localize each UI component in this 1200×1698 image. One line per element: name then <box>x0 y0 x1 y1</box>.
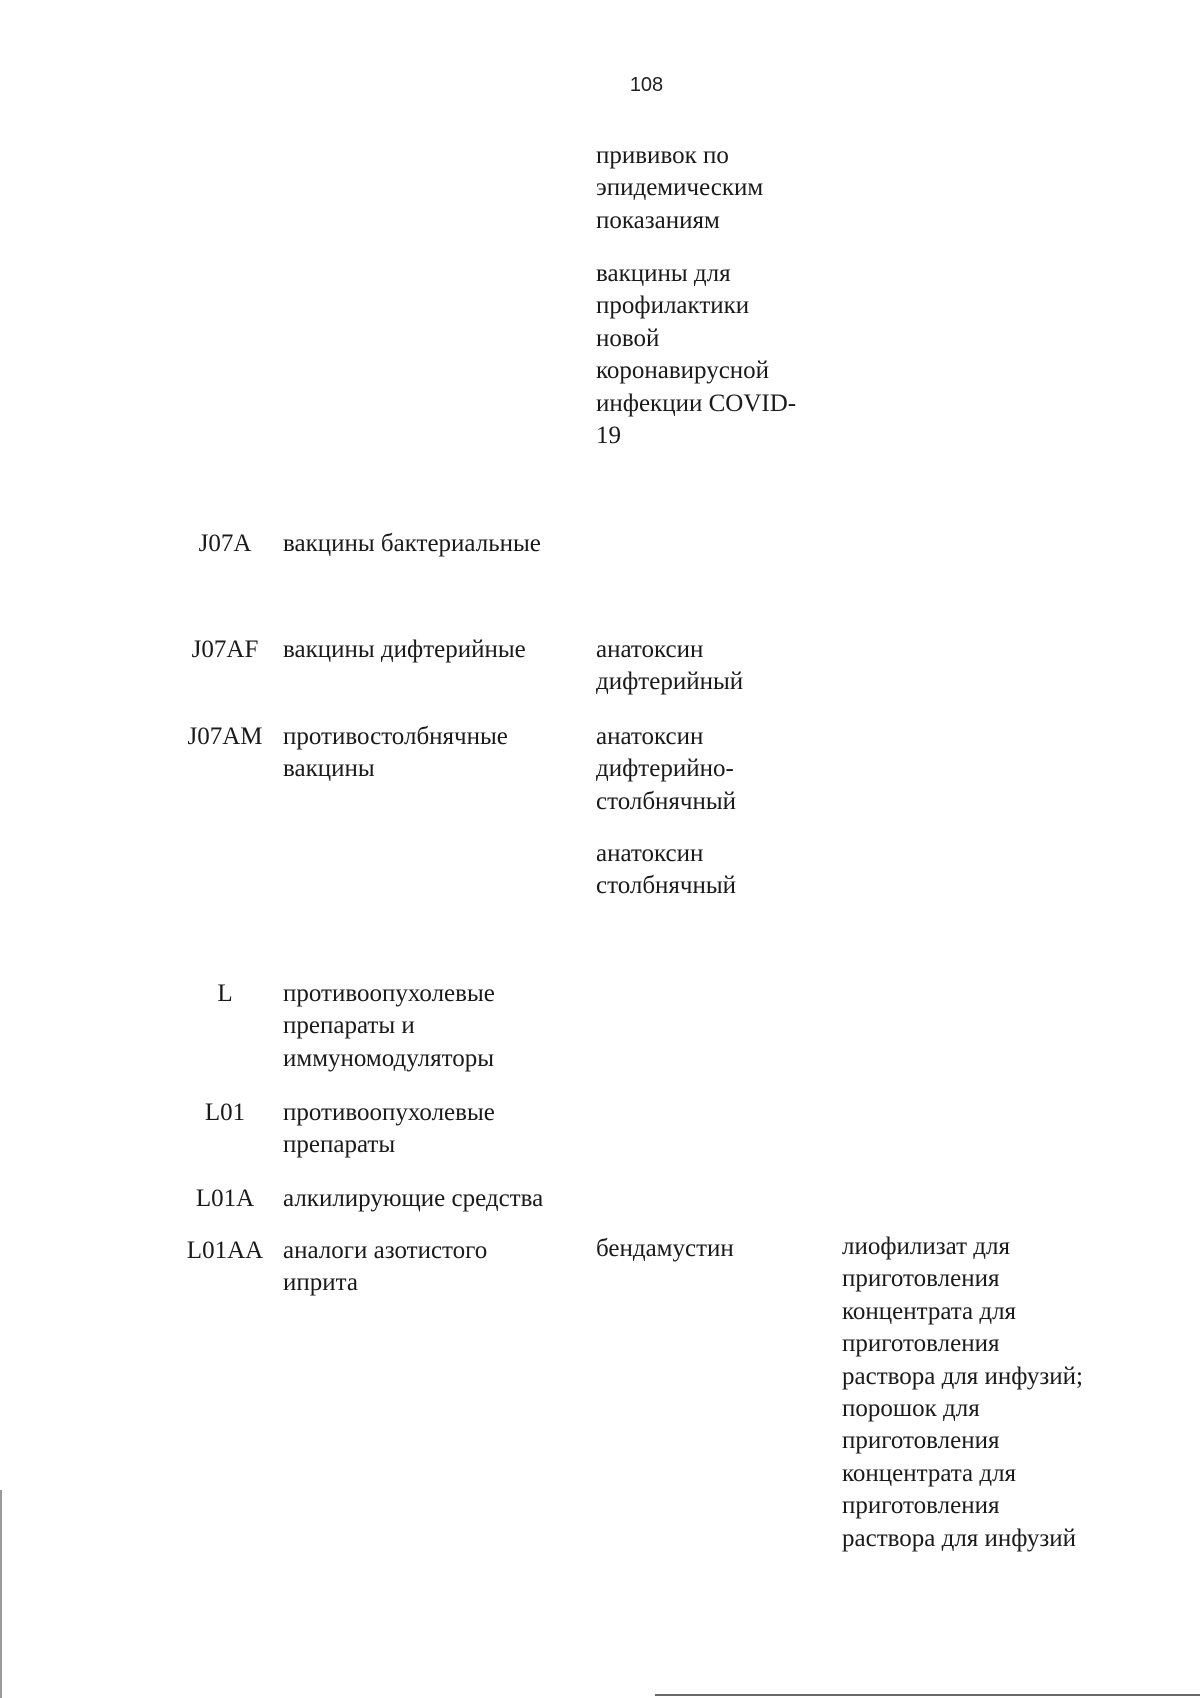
dosage-form-l01aa: лиофилизат для приготовления концентрата для приготовления раствора для инфузий; порошок для приготовления концентрата для приготовления раствора для инфузий <box>842 1233 1083 1552</box>
atc-code-j07af: J07AF <box>191 636 259 663</box>
drug-name-j07am-1: анатоксин дифтерийно- столбнячный <box>596 723 737 815</box>
group-name-l01: противоопухолевые препараты <box>283 1099 495 1159</box>
drug-name-j07af-1: анатоксин дифтерийный <box>596 636 744 696</box>
group-name-j07am: противостолбнячные вакцины <box>283 723 508 783</box>
atc-code-l01aa: L01AA <box>186 1237 264 1264</box>
atc-code-j07am: J07AM <box>187 723 263 750</box>
page-number: 108 <box>629 74 664 96</box>
group-name-j07af: вакцины дифтерийные <box>283 636 526 663</box>
drug-cell-continuation-2: вакцины для профилактики новой коронавирусной инфекции COVID- 19 <box>596 260 797 450</box>
group-name-j07a: вакцины бактериальные <box>283 530 541 557</box>
group-name-l: противоопухолевые препараты и иммуномодуляторы <box>283 980 495 1072</box>
group-name-l01aa: аналоги азотистого иприта <box>283 1237 488 1297</box>
scan-edge-line-bottom <box>655 1694 1200 1696</box>
drug-name-l01aa-1: бендамустин <box>596 1235 734 1262</box>
group-name-l01a: алкилирующие средства <box>283 1185 544 1212</box>
atc-code-l01a: L01A <box>195 1185 255 1212</box>
atc-code-j07a: J07A <box>198 530 252 557</box>
scan-edge-line <box>0 1490 2 1698</box>
atc-code-l: L <box>217 980 233 1007</box>
drug-name-j07am-2: анатоксин столбнячный <box>596 840 737 900</box>
atc-code-l01: L01 <box>204 1099 246 1126</box>
drug-cell-continuation-1: прививок по эпидемическим показаниям <box>596 142 764 234</box>
